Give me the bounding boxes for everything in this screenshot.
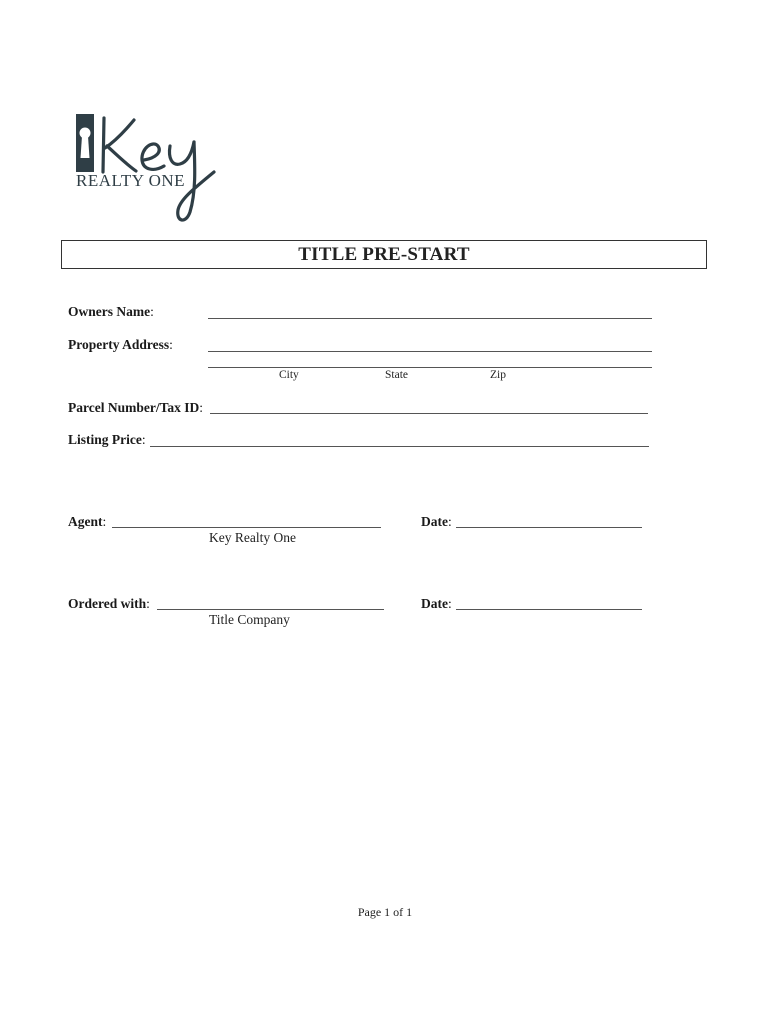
zip-label: Zip — [490, 369, 506, 381]
key-logo-icon — [74, 108, 224, 230]
page-title: TITLE PRE-START — [298, 244, 470, 265]
ordered-date-field[interactable] — [456, 609, 642, 610]
agent-label: Agent: — [68, 514, 107, 529]
property-address-label: Property Address: — [68, 337, 173, 352]
state-label: State — [385, 369, 408, 381]
agent-date-field[interactable] — [456, 527, 642, 528]
owners-name-label: Owners Name: — [68, 304, 154, 319]
agent-field[interactable] — [112, 527, 381, 528]
agent-date-label: Date: — [421, 514, 452, 529]
ordered-with-sub-label: Title Company — [209, 612, 290, 627]
owners-name-field[interactable] — [208, 318, 652, 319]
title-box — [61, 240, 707, 269]
parcel-number-label: Parcel Number/Tax ID: — [68, 400, 204, 415]
page-number: Page 1 of 1 — [357, 905, 413, 919]
ordered-with-field[interactable] — [157, 609, 384, 610]
listing-price-field[interactable] — [150, 446, 649, 447]
city-label: City — [279, 369, 299, 381]
logo-tagline: REALTY ONE — [76, 171, 186, 190]
ordered-with-label: Ordered with: — [68, 596, 150, 611]
company-logo — [74, 108, 224, 230]
property-address-field[interactable] — [208, 351, 652, 352]
parcel-number-field[interactable] — [210, 413, 648, 414]
city-state-zip-field[interactable] — [208, 367, 652, 368]
listing-price-label: Listing Price: — [68, 432, 146, 447]
ordered-date-label: Date: — [421, 596, 452, 611]
agent-sub-label: Key Realty One — [209, 530, 296, 545]
